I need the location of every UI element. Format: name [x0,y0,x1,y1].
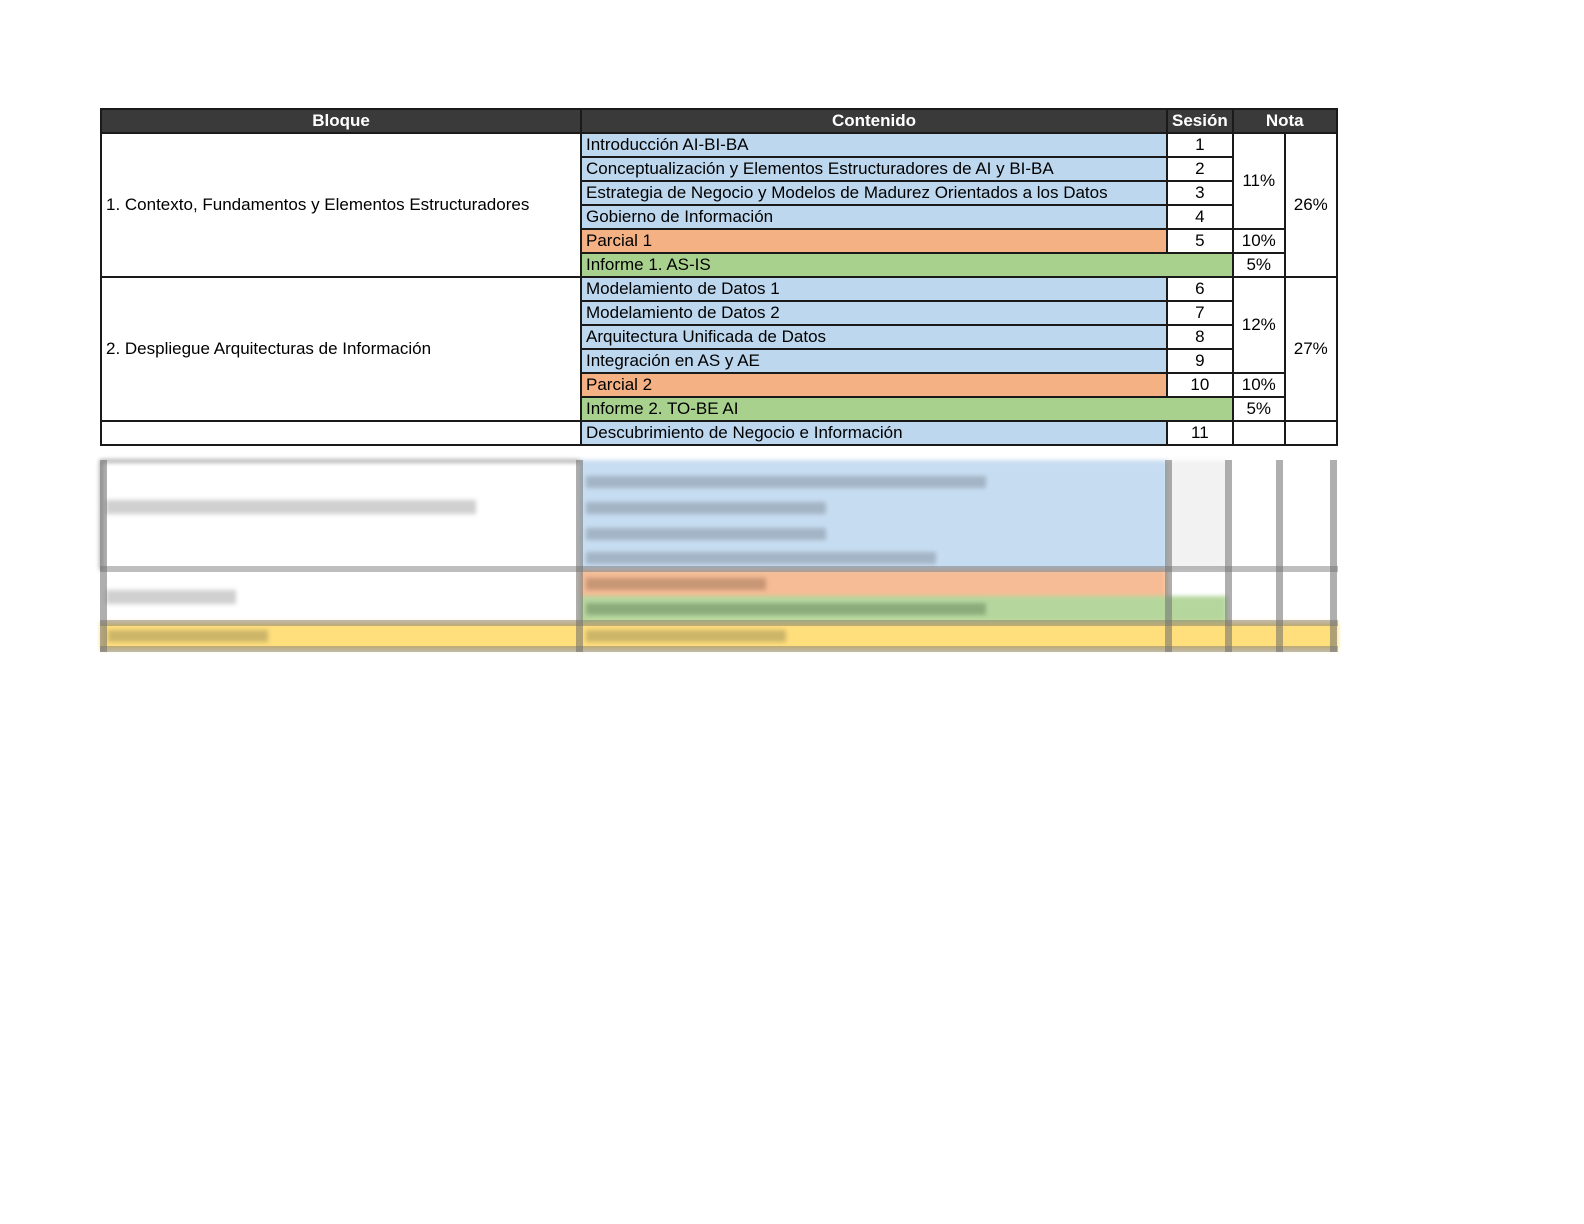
content-cell: Gobierno de Información [581,205,1167,229]
syllabus-sheet [100,108,1338,446]
session-number: 5 [1167,229,1233,253]
table-row [101,421,1337,445]
table-row [101,277,1337,301]
blurred-region [100,460,1338,652]
header-sesion: Sesión [1167,109,1233,133]
weight-cell [1233,421,1285,445]
session-number: 9 [1167,349,1233,373]
partial-weight: 10% [1233,229,1285,253]
session-number: 4 [1167,205,1233,229]
session-number: 11 [1167,421,1233,445]
report-cell: Informe 2. TO-BE AI [581,397,1233,421]
block-1-title: 1. Contexto, Fundamentos y Elementos Estructuradores [101,133,581,277]
sessions-weight: 11% [1233,133,1285,229]
blur-grid-overlay [100,460,1338,652]
blurred-table [100,460,1338,652]
total-cell [1285,421,1337,445]
header-nota: Nota [1233,109,1337,133]
report-weight: 5% [1233,253,1285,277]
table-row [101,133,1337,157]
header-bloque: Bloque [101,109,581,133]
content-cell: Introducción AI-BI-BA [581,133,1167,157]
content-cell: Modelamiento de Datos 2 [581,301,1167,325]
block-2-total: 27% [1285,277,1337,421]
content-cell: Descubrimiento de Negocio e Información [581,421,1167,445]
content-cell: Conceptualización y Elementos Estructuradores de AI y BI-BA [581,157,1167,181]
session-number: 1 [1167,133,1233,157]
report-cell: Informe 1. AS-IS [581,253,1233,277]
session-number: 6 [1167,277,1233,301]
partial-weight: 10% [1233,373,1285,397]
header-row [101,109,1337,133]
session-number: 3 [1167,181,1233,205]
block-2-title: 2. Despliegue Arquitecturas de Información [101,277,581,421]
session-number: 8 [1167,325,1233,349]
content-cell: Integración en AS y AE [581,349,1167,373]
content-cell: Modelamiento de Datos 1 [581,277,1167,301]
report-weight: 5% [1233,397,1285,421]
partial-exam-cell: Parcial 1 [581,229,1167,253]
session-number: 7 [1167,301,1233,325]
partial-exam-cell: Parcial 2 [581,373,1167,397]
content-cell: Estrategia de Negocio y Modelos de Madurez Orientados a los Datos [581,181,1167,205]
header-contenido: Contenido [581,109,1167,133]
content-cell: Arquitectura Unificada de Datos [581,325,1167,349]
session-number: 10 [1167,373,1233,397]
sessions-weight: 12% [1233,277,1285,373]
block-1-total: 26% [1285,133,1337,277]
block-3-title [101,421,581,445]
session-number: 2 [1167,157,1233,181]
syllabus-table [100,108,1338,446]
